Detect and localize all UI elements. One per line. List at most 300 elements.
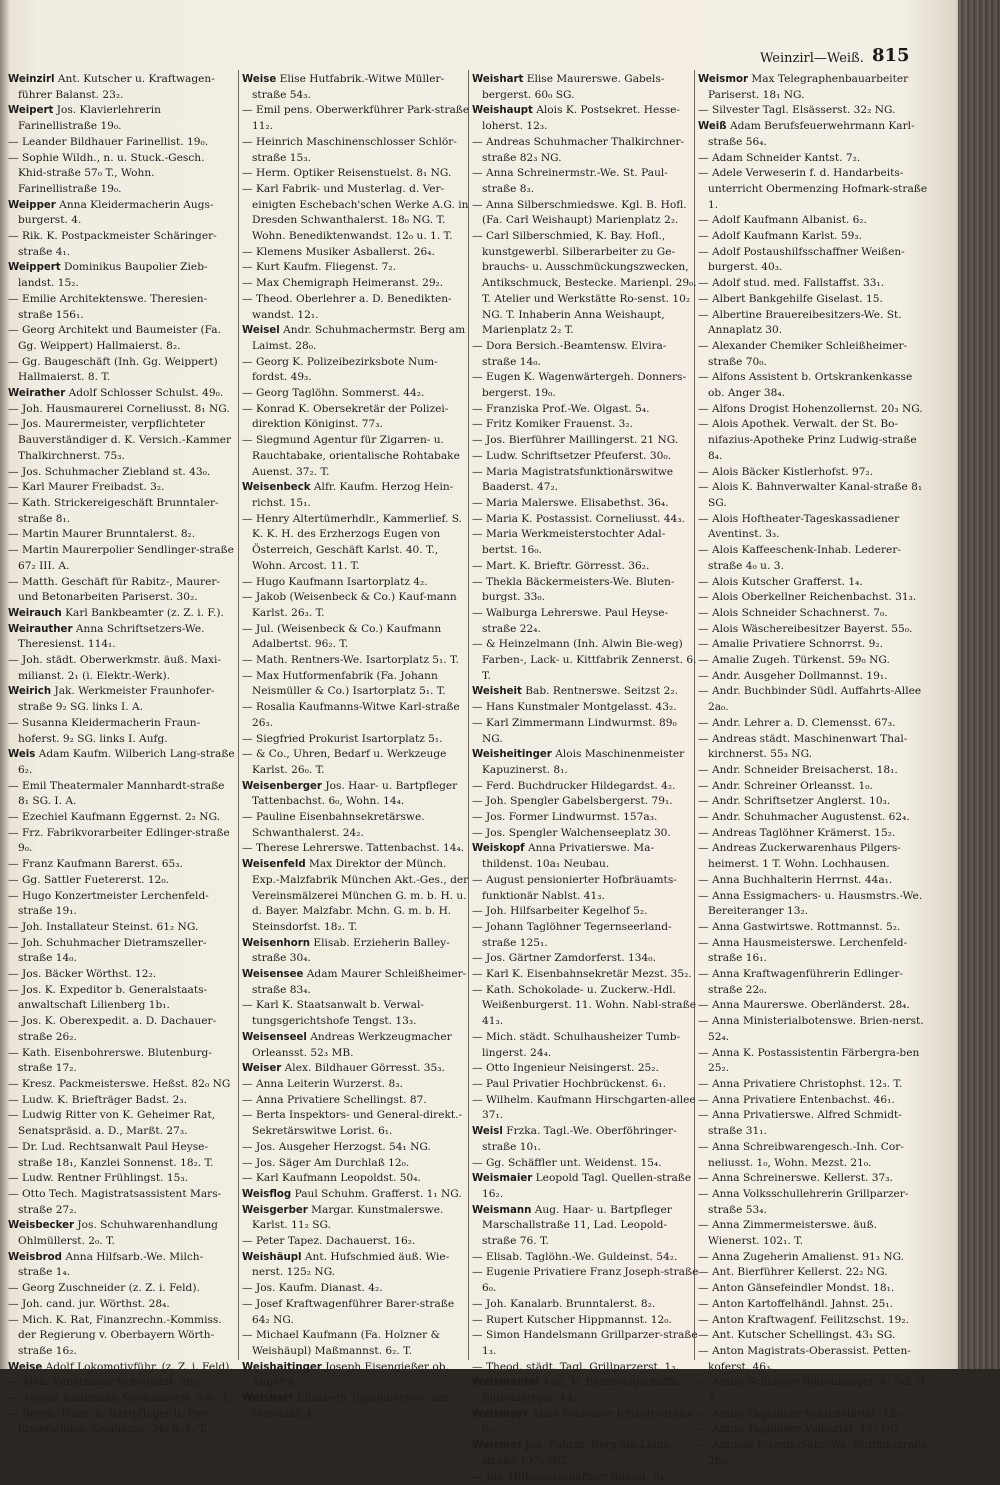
entry-details: — Hugo Konzertmeister Lerchenfeld-straße 19₁. xyxy=(8,889,209,918)
entry-details: — Anton Schlosser Blutenburgst. 4₂ SG. II. A. xyxy=(698,1376,929,1405)
entry-details: — Mich. K. Rat, Finanzrechn.-Kommiss. der Regierung v. Oberbayern Wörth-straße 16₂. xyxy=(8,1313,222,1357)
directory-column-4 xyxy=(698,72,930,1467)
directory-entry xyxy=(8,1014,236,1045)
directory-column-1 xyxy=(8,72,236,1436)
entry-details: Aug. Haar- u. Bartpfleger Marschallstraße 11, Lad. Leopold-straße 76. T. xyxy=(482,1203,672,1248)
entry-details: — Hugo Kaufmann Isartorplatz 4₂. xyxy=(242,575,428,588)
directory-entry xyxy=(8,810,236,826)
directory-entry xyxy=(242,998,470,1029)
entry-details: — Alois Apothek. Verwalt. der St. Bo-nifazius-Apotheke Prinz Ludwig-straße 8₄. xyxy=(698,418,917,462)
entry-details: — Jos. Bäcker Wörthst. 12₂. xyxy=(8,968,157,981)
entry-details: Max Telegraphenbauarbeiter Pariserst. 18₁ NG. xyxy=(708,73,909,101)
entry-details: — Albertine Brauereibesitzers-We. St. Annaplatz 30. xyxy=(698,308,902,337)
entry-details: — Sophie Wildh., n. u. Stuck.-Gesch. Khid-straße 57₀ T., Wohn. Farinellistraße 19₀. xyxy=(8,151,205,195)
entry-details: — Eugen K. Wagenwärtergeh. Donners-bergerst. 19₀. xyxy=(472,371,687,400)
directory-entry xyxy=(698,417,930,464)
directory-entry xyxy=(242,72,470,103)
entry-details: — Georg Zuschneider (z. Z. i. Feld). xyxy=(8,1282,200,1295)
entry-details: — Anna Buchhalterin Herrnst. 44a₁. xyxy=(698,873,893,886)
entry-details: — Anna Volksschullehrerin Grillparzer-straße 53₄. xyxy=(698,1187,909,1216)
directory-entry xyxy=(472,1250,700,1266)
entry-details: — Karl Kaufmann Leopoldst. 50₄. xyxy=(242,1172,421,1185)
entry-details: — Maria K. Postassist. Corneliusst. 44₃. xyxy=(472,512,685,525)
directory-entry xyxy=(242,936,470,967)
directory-entry xyxy=(698,402,930,418)
directory-entry xyxy=(8,1046,236,1077)
directory-entry xyxy=(8,684,236,715)
entry-details: Anna Privatierswe. Ma-thildenst. 10a₁ Neubau. xyxy=(482,842,655,871)
directory-entry xyxy=(472,166,700,197)
entry-details: Frzka. Tagl.-We. Oberföhringer-straße 10₁. xyxy=(482,1125,677,1153)
directory-entry xyxy=(8,543,236,574)
directory-entry xyxy=(8,323,236,354)
entry-details: — Anna Privatiere Entenbachst. 46₁. xyxy=(698,1093,895,1106)
directory-entry xyxy=(8,480,236,496)
directory-entry xyxy=(8,465,236,481)
directory-entry xyxy=(242,1234,470,1250)
entry-details: — Alois Schneider Schachnerst. 7₀. xyxy=(698,606,888,619)
directory-entry xyxy=(472,1375,700,1406)
entry-details: Jos. Schuhwarenhandlung Ohlmüllerst. 2₀. T. xyxy=(18,1219,218,1248)
directory-entry xyxy=(242,292,470,323)
entry-details: Leopold Tagl. Quellen-straße 16₂. xyxy=(482,1172,692,1200)
entry-details: — Bernh. Haar- u. Bartpfleger u. Par-fümeriehdlg. Amalienst. 34₀ u. 1. T. xyxy=(8,1407,210,1436)
directory-entry xyxy=(472,1156,700,1172)
entry-details: — Karl Maurer Freibadst. 3₂. xyxy=(8,481,165,494)
directory-entry xyxy=(472,606,700,637)
directory-entry xyxy=(8,936,236,967)
entry-surname: Weismor xyxy=(472,1440,522,1452)
entry-details: — Martin Maurerpolier Sendlinger-straße 67₂ III. A. xyxy=(8,544,234,572)
entry-details: — Georg Taglöhn. Sommerst. 44₂. xyxy=(242,387,425,400)
entry-details: — Silvester Tagl. Elsässerst. 32₂ NG. xyxy=(698,104,896,117)
entry-details: — Ludwig Ritter von K. Geheimer Rat, Senatspräsid. a. D., Marßt. 27₃. xyxy=(8,1109,216,1138)
entry-details: — Jos. K. Oberexpedit. a. D. Dachauer-straße 26₂. xyxy=(8,1015,217,1043)
directory-entry xyxy=(242,103,470,134)
entry-details: — Jos. K. Expeditor b. Generalstaats-anwaltschaft Lilienberg 1b₁. xyxy=(8,983,208,1012)
directory-entry xyxy=(698,1422,930,1438)
entry-details: — Ludw. Schriftsetzer Pfeuferst. 30₀. xyxy=(472,449,671,462)
entry-details: Bab. Rentnerswe. Seitzst 2₂. xyxy=(525,685,679,698)
entry-details: — Jos. Ausgeher Herzogst. 54₁ NG. xyxy=(242,1140,431,1153)
directory-entry xyxy=(472,198,700,229)
entry-details: Andreas Werkzeugmacher Orleansst. 52₃ MB. xyxy=(252,1030,452,1059)
entry-details: — Ant. Kutscher Schellingst. 43₁ SG. xyxy=(698,1329,896,1342)
entry-surname: Weise xyxy=(242,74,277,85)
entry-surname: Weishaupt xyxy=(472,105,533,117)
entry-details: — Anna Maurerswe. Oberländerst. 28₄. xyxy=(698,999,910,1012)
directory-entry xyxy=(472,103,700,134)
directory-entry xyxy=(242,1061,470,1077)
entry-details: Jak. Werkmeister Fraunhofer-straße 9₂ SG. links I. A. xyxy=(18,685,215,714)
directory-entry xyxy=(8,1360,236,1376)
directory-entry xyxy=(698,1407,930,1423)
entry-details: Adolf Schlosser Schulst. 49₀. xyxy=(68,387,224,400)
directory-entry xyxy=(472,684,700,700)
entry-details: — Joh. Spengler Gabelsbergerst. 79₁. xyxy=(472,795,673,808)
entry-details: — Fritz Komiker Frauenst. 3₂. xyxy=(472,418,633,431)
directory-entry xyxy=(472,417,700,433)
directory-entry xyxy=(242,1250,470,1281)
directory-entry xyxy=(8,1077,236,1093)
entry-details: Elisab. Erzieherin Balley-straße 30₄. xyxy=(252,936,450,965)
directory-entry xyxy=(698,480,930,511)
entry-details: — Karl Fabrik- und Musterlag. d. Ver-einigten Eschebach'schen Werke A.G. in Dresden Schwanthalerst. 18₀ NG. T. Wohn. Benediktenwandst. 12₀ u. 1. T. xyxy=(242,182,469,243)
directory-entry xyxy=(8,1171,236,1187)
page-number: 815 xyxy=(872,45,910,66)
entry-details: — Joh. Hausmaurerei Corneliusst. 8₁ NG. xyxy=(8,402,230,415)
entry-details: — Anton Kartoffelhändl. Jahnst. 25₁. xyxy=(698,1297,893,1310)
entry-details: Andr. Schuhmachermstr. Berg am Laimst. 28₀. xyxy=(252,324,466,352)
directory-entry xyxy=(472,496,700,512)
directory-entry xyxy=(242,1077,470,1093)
entry-details: Ant. Kutscher u. Kraftwagen-führer Balanst. 23₂. xyxy=(18,73,215,101)
entry-details: Elisabeth Taglöhnerswe. am Durchlaß 4₂. xyxy=(252,1392,449,1420)
entry-details: Karl Bankbeamter (z. Z. i. F.). xyxy=(65,606,224,619)
entry-surname: Weiskopf xyxy=(472,843,525,855)
directory-entry xyxy=(472,1093,700,1124)
directory-entry xyxy=(698,308,930,339)
entry-details: — Kresz. Packmeisterswe. Heßst. 82₀ NG xyxy=(8,1078,231,1090)
directory-entry xyxy=(8,779,236,810)
directory-entry xyxy=(698,826,930,842)
entry-details: Adam Kaufm. Wilberich Lang-straße 6₂. xyxy=(18,748,235,776)
entry-details: — Peter Tapez. Dachauerst. 16₂. xyxy=(242,1235,416,1248)
directory-entry xyxy=(698,276,930,292)
entry-details: — Maria Magistratsfunktionärswitwe Baaderst. 47₂. xyxy=(472,465,674,494)
entry-details: — Gg. Schäffler unt. Weidenst. 15₄. xyxy=(472,1156,662,1169)
entry-details: — Anna Hausmeisterswe. Lerchenfeld-straße 16₁. xyxy=(698,936,908,965)
directory-entry xyxy=(242,841,470,857)
directory-entry xyxy=(698,575,930,591)
entry-details: — Berta Inspektors- und General-direkt.-Sekretärswitwe Lorist. 6₁. xyxy=(242,1109,463,1138)
entry-details: Jos. Klavierlehrerin Farinellistraße 19₀. xyxy=(18,104,161,133)
entry-details: — Kurt Kaufm. Fliegenst. 7₂. xyxy=(242,261,396,274)
entry-details: — Max Chemigraph Heimeranst. 29₂. xyxy=(242,277,444,290)
entry-details: — Amalie Privatiere Schnorrst. 9₂. xyxy=(698,638,884,651)
entry-details: Alois K. Postsekret. Hesse-loherst. 12₃. xyxy=(482,104,680,133)
entry-details: — Ezechiel Kaufmann Eggernst. 2₂ NG. xyxy=(8,811,221,824)
entry-surname: Weisenseel xyxy=(242,1031,307,1043)
entry-details: — Maria Werkmeisterstochter Adal-bertst. 16₀. xyxy=(472,528,666,557)
entry-surname: Weisenfeld xyxy=(242,859,306,871)
entry-details: — Emil pens. Oberwerkführer Park-straße 11₂. xyxy=(242,104,470,133)
directory-entry xyxy=(242,135,470,166)
column-rule xyxy=(238,70,239,1360)
directory-entry xyxy=(698,1093,930,1109)
entry-details: — Matth. Geschäft für Rabitz-, Maurer- und Betonarbeiten Pariserst. 30₂. xyxy=(8,575,220,604)
directory-entry xyxy=(698,794,930,810)
directory-entry xyxy=(242,166,470,182)
directory-entry xyxy=(698,1281,930,1297)
directory-entry xyxy=(472,1360,700,1376)
entry-details: — Paul Privatier Hochbrückenst. 6₁. xyxy=(472,1078,667,1090)
directory-entry xyxy=(8,386,236,402)
directory-entry xyxy=(242,1140,470,1156)
directory-entry xyxy=(698,119,930,150)
entry-details: — Mart. K. Brieftr. Görresst. 36₂. xyxy=(472,559,650,572)
entry-details: Anna Kleidermacherin Augs-burgerst. 4. xyxy=(18,198,214,227)
directory-entry xyxy=(8,1375,236,1391)
directory-entry xyxy=(242,182,470,245)
entry-details: — Siegfried Prokurist Isartorplatz 5₁. xyxy=(242,732,443,745)
directory-entry xyxy=(472,229,700,339)
directory-entry xyxy=(698,1250,930,1266)
directory-entry xyxy=(698,1218,930,1249)
directory-entry xyxy=(8,402,236,418)
directory-entry xyxy=(698,72,930,103)
directory-entry xyxy=(242,1171,470,1187)
entry-details: Adolf Lokomotivführ. (z. Z. i. Feld). xyxy=(45,1360,233,1373)
directory-entry xyxy=(698,936,930,967)
directory-entry xyxy=(472,527,700,558)
entry-details: — Andr. Buchbinder Südl. Auffahrts-Allee 2a₀. xyxy=(698,685,922,714)
directory-entry xyxy=(698,732,930,763)
entry-details: — Georg K. Polizeibezirksbote Num-fordst. 49₃. xyxy=(242,355,438,384)
entry-details: — Wilhelm. Kaufmann Hirschgarten-allee 37₁. xyxy=(472,1093,696,1122)
directory-entry xyxy=(472,433,700,449)
directory-entry xyxy=(472,1297,700,1313)
directory-entry xyxy=(242,1391,470,1422)
entry-details: — Alois Oberkellner Reichenbachst. 31₃. xyxy=(698,591,917,604)
entry-details: Adam Maurer Schleißheimer-straße 83₄. xyxy=(252,968,467,996)
directory-entry xyxy=(472,873,700,904)
entry-details: — Anna Privatiere Schellingst. 87. xyxy=(242,1093,427,1106)
directory-entry xyxy=(8,1313,236,1360)
entry-details: — Carl Silberschmied, K. Bay. Hofl., kunstgewerbl. Silberarbeiter zu Ge-brauchs- u. Ausschmückungszwecken, Antikschmuck, Bestecke. Marienpl. 29₀. T. Atelier und Werkstätte Ro-senst. 10₂ NG. T. Inhaberin Anna Weishaupt, Marienplatz 2₂ T. xyxy=(472,230,697,337)
directory-entry xyxy=(242,276,470,292)
entry-details: — Simon Handelsmann Grillparzer-straße 1₃. xyxy=(472,1329,698,1357)
entry-details: — Theod. Oberlehrer a. D. Benedikten-wandst. 12₁. xyxy=(242,292,452,321)
directory-entry xyxy=(8,747,236,778)
directory-entry xyxy=(472,1124,700,1155)
directory-entry xyxy=(472,983,700,1030)
directory-entry xyxy=(472,920,700,951)
directory-entry xyxy=(472,1061,700,1077)
entry-details: — Dr. Lud. Rechtsanwalt Paul Heyse-straße 18₁, Kanzlei Sonnenst. 18₂. T. xyxy=(8,1140,214,1169)
directory-entry xyxy=(8,135,236,151)
entry-details: — Anna Schreibwarengesch.-Inh. Cor-neliusst. 1₀, Wohn. Mezst. 21₀. xyxy=(698,1140,904,1169)
directory-entry xyxy=(472,1407,700,1438)
entry-details: — Joh. Schuhmacher Dietramszeller-straße 14₀. xyxy=(8,936,207,965)
entry-surname: Weisenbeck xyxy=(242,482,311,494)
entry-details: — Johann Taglöhner Tegernseerland-straße 125₁. xyxy=(472,920,672,949)
directory-entry xyxy=(472,512,700,528)
directory-entry xyxy=(698,590,930,606)
entry-details: — Anna Ministerialbotenswe. Brien-nerst. 52₄. xyxy=(698,1015,924,1043)
entry-surname: Weisflog xyxy=(242,1188,292,1200)
entry-details: — Adam Schneider Kantst. 7₂. xyxy=(698,151,861,164)
directory-entry xyxy=(8,857,236,873)
directory-entry xyxy=(698,716,930,732)
entry-details: — Ludw. Rentner Frühlingst. 15₃. xyxy=(8,1172,188,1185)
entry-details: — Adolf Postaushilfsschaffner Weißen-burgerst. 40₃. xyxy=(698,245,905,274)
entry-details: — Anton Taglöhner Schießstättst. 12₂. xyxy=(698,1407,904,1420)
entry-details: — Otto Ingenieur Neisingerst. 25₂. xyxy=(472,1062,659,1075)
directory-entry xyxy=(242,1297,470,1328)
directory-entry xyxy=(698,622,930,638)
entry-surname: Weismayr xyxy=(472,1408,529,1420)
entry-details: Anna Schriftsetzers-We. Theresienst. 114₁. xyxy=(18,622,205,651)
directory-entry xyxy=(242,857,470,936)
entry-details: — Emilie Architektenswe. Theresien-straße 156₁. xyxy=(8,292,208,321)
directory-entry xyxy=(472,370,700,401)
entry-surname: Weismaier xyxy=(472,1173,533,1185)
directory-entry xyxy=(698,1187,930,1218)
directory-entry xyxy=(8,967,236,983)
directory-entry xyxy=(242,245,470,261)
entry-details: — & Heinzelmann (Inh. Alwin Bie-weg) Farben-, Lack- u. Kittfabrik Zennerst. 6. T. xyxy=(472,638,697,682)
directory-entry xyxy=(242,967,470,998)
directory-entry xyxy=(698,920,930,936)
directory-entry xyxy=(242,480,470,511)
entry-details: — Adolf Kaufmann Albanist. 6₂. xyxy=(698,214,867,227)
entry-surname: Weishäupl xyxy=(242,1251,302,1263)
entry-details: — Alois K. Bahnverwalter Kanal-straße 8₁ SG. xyxy=(698,481,923,509)
entry-details: Alois Maschinenmeister Kapuzinerst. 8₁. xyxy=(482,748,685,776)
directory-entry xyxy=(8,496,236,527)
directory-entry xyxy=(698,1077,930,1093)
entry-surname: Weirather xyxy=(8,388,66,400)
entry-details: — Jos. Former Lindwurmst. 157a₃. xyxy=(472,811,658,824)
entry-details: — Ludw. K. Briefträger Badst. 2₃. xyxy=(8,1093,188,1106)
entry-details: — Herm. Optiker Reisenstuelst. 8₁ NG. xyxy=(242,167,452,180)
entry-details: — Alois Kaffeeschenk-Inhab. Lederer-straße 4₀ u. 3. xyxy=(698,544,901,572)
directory-entry xyxy=(472,779,700,795)
directory-entry xyxy=(242,1093,470,1109)
entry-details: — Rik. K. Postpackmeister Schäringer-straße 4₁. xyxy=(8,230,217,258)
entry-surname: Weirauther xyxy=(8,623,73,635)
entry-details: Paul Schuhm. Grafferst. 1₁ NG. xyxy=(294,1187,462,1200)
directory-entry xyxy=(472,747,700,778)
header-range: Weinzirl—Weiß. xyxy=(760,51,864,66)
entry-details: — Anton Kraftwagenf. Feilitzschst. 19₂. xyxy=(698,1313,910,1326)
entry-details: — Franziska Prof.-We. Olgast. 5₄. xyxy=(472,402,650,415)
directory-entry xyxy=(698,998,930,1014)
entry-details: — Joh. Installateur Steinst. 61₂ NG. xyxy=(8,920,199,933)
directory-entry xyxy=(698,370,930,401)
directory-entry xyxy=(472,904,700,920)
entry-surname: Weinzirl xyxy=(8,74,55,85)
entry-details: Ant. Hufschmied äuß. Wie-nerst. 125₂ NG. xyxy=(252,1250,450,1279)
entry-details: — Gg. Baugeschäft (Inh. Gg. Weippert) Hallmaierst. 8. T. xyxy=(8,355,218,384)
directory-entry xyxy=(8,1218,236,1249)
entry-details: — Jos. Hilfspostschaffner Boosst. 3₄. xyxy=(472,1470,668,1483)
entry-details: — Andr. Schneider Breisacherst. 18₁. xyxy=(698,763,898,776)
directory-entry xyxy=(472,826,700,842)
entry-details: — Joh. Kanalarb. Brunntalerst. 8₂. xyxy=(472,1297,656,1310)
entry-details: — Konrad K. Obersekretär der Polizei-direktion Königinst. 77₃. xyxy=(242,402,449,431)
directory-entry xyxy=(242,622,470,653)
entry-surname: Weismann xyxy=(472,1204,532,1216)
directory-entry xyxy=(472,700,700,716)
entry-details: Elise Maurerswe. Gabels-bergerst. 60₀ SG. xyxy=(482,73,665,101)
entry-details: — Math. Rentners-We. Isartorplatz 5₁. T. xyxy=(242,654,459,667)
directory-entry xyxy=(698,1046,930,1077)
entry-details: — Therese Lehrerswe. Tattenbachst. 14₄. xyxy=(242,842,465,855)
directory-entry xyxy=(8,103,236,134)
directory-entry xyxy=(698,684,930,715)
entry-details: Alex. Bildhauer Görresst. 35₃. xyxy=(284,1062,445,1075)
entry-details: Adam Berufsfeuerwehrmann Karl-straße 56₄. xyxy=(708,120,915,148)
entry-details: Jos. Haar- u. Bartpfleger Tattenbachst. 6₀, Wohn. 14₄. xyxy=(252,779,458,808)
page-header xyxy=(760,45,920,72)
entry-surname: Weipert xyxy=(8,105,54,117)
entry-details: Anna Hilfsarb.-We. Milch-straße 1₄. xyxy=(18,1250,204,1279)
entry-details: — August Kaufmann Neuhauserst. 34₁. T. xyxy=(8,1392,231,1405)
entry-details: — Leander Bildhauer Farinellist. 19₀. xyxy=(8,135,209,148)
directory-entry xyxy=(8,1281,236,1297)
directory-entry xyxy=(8,606,236,622)
entry-details: — Georg Architekt und Baumeister (Fa. Gg. Weippert) Hallmaierst. 8₂. xyxy=(8,324,221,352)
directory-entry xyxy=(472,637,700,684)
directory-entry xyxy=(8,826,236,857)
directory-entry xyxy=(472,339,700,370)
entry-surname: Weisl xyxy=(472,1126,503,1138)
directory-entry xyxy=(698,1108,930,1139)
entry-details: — Andr. Ausgeher Dollmannst. 19₁. xyxy=(698,669,888,682)
directory-entry xyxy=(8,417,236,464)
entry-details: — Alex. Kunstmaler Schwindst. 26₄. xyxy=(8,1376,202,1389)
directory-entry xyxy=(8,527,236,543)
entry-details: — Heinrich Maschinenschlosser Schlör-straße 15₃. xyxy=(242,135,457,164)
entry-surname: Weishart xyxy=(242,1393,294,1405)
entry-details: — Kath. Eisenbohrerswe. Blutenburg-straße 17₂. xyxy=(8,1046,212,1075)
directory-entry xyxy=(472,967,700,983)
entry-surname: Weisbrod xyxy=(8,1251,62,1263)
entry-details: — Jul. (Weisenbeck & Co.) Kaufmann Adalbertst. 96₂. T. xyxy=(242,622,442,651)
directory-entry xyxy=(8,1108,236,1139)
entry-details: — Max Hutformenfabrik (Fa. Johann Neismüller & Co.) Isartorplatz 5₁. T. xyxy=(242,669,446,698)
entry-details: — Jos. Maurermeister, verpflichteter Bauverständiger d. K. Versich.-Kammer Thalkirchnerst. 75₃. xyxy=(8,418,232,462)
directory-entry xyxy=(242,669,470,700)
entry-details: — Thekla Bäckermeisters-We. Bluten-burgst. 33₀. xyxy=(472,575,675,604)
entry-details: — Jos. Bierführer Maillingerst. 21 NG. xyxy=(472,434,679,447)
directory-entry xyxy=(8,920,236,936)
entry-details: — Anna Silberschmiedswe. Kgl. B. Hofl. (Fa. Carl Weishaupt) Marienplatz 2₂. xyxy=(472,198,687,227)
directory-entry xyxy=(242,1360,470,1391)
entry-details: — Andr. Schreiner Orleansst. 1₀. xyxy=(698,779,873,792)
entry-details: — Andr. Lehrer a. D. Clemensst. 67₃. xyxy=(698,716,896,729)
entry-details: — Joh. cand. jur. Wörthst. 28₄. xyxy=(8,1297,170,1310)
directory-entry xyxy=(698,606,930,622)
directory-entry xyxy=(472,1171,700,1202)
directory-entry xyxy=(698,810,930,826)
entry-details: — Jakob (Weisenbeck & Co.) Kauf-mann Karlst. 26₃. T. xyxy=(242,591,457,619)
entry-details: — Otto Tech. Magistratsassistent Mars-straße 27₂. xyxy=(8,1187,222,1216)
directory-entry xyxy=(698,967,930,998)
directory-entry xyxy=(472,72,700,103)
entry-details: Max Direktor der Münch. Exp.-Malzfabrik München Akt.-Ges., der Vereinsmälzerei München G. m. b. H. u. d. Bayer. Malzfabr. Mchn. G. m. b. H. Steinsdorfst. 18₂. T. xyxy=(252,858,469,933)
entry-details: — Kath. Schokolade- u. Zuckerw.-Hdl. Weißenburgerst. 11. Wohn. Nabl-straße 41₃. xyxy=(472,983,696,1028)
directory-entry xyxy=(8,1093,236,1109)
directory-entry xyxy=(8,1391,236,1407)
directory-entry xyxy=(8,1407,236,1438)
directory-entry xyxy=(698,1313,930,1329)
directory-entry xyxy=(242,575,470,591)
entry-details: — Anna Schreinermstr.-We. St. Paul-straße 8₃. xyxy=(472,167,668,195)
entry-details: — Anna Zimmermeisterswe. äuß. Wienerst. 102₁. T. xyxy=(698,1219,877,1248)
entry-surname: Weippert xyxy=(8,262,61,274)
directory-entry xyxy=(8,873,236,889)
entry-details: — Franz Kaufmann Barerst. 65₃. xyxy=(8,858,183,871)
entry-surname: Weis xyxy=(8,749,36,761)
directory-entry xyxy=(242,433,470,480)
entry-details: Alois Schlosser Icfstatt-straße 6₃. xyxy=(482,1407,694,1436)
entry-details: — Pauline Eisenbahnsekretärswe. Schwanthalerst. 24₂. xyxy=(242,811,425,839)
directory-entry xyxy=(8,1297,236,1313)
directory-entry xyxy=(472,1328,700,1359)
